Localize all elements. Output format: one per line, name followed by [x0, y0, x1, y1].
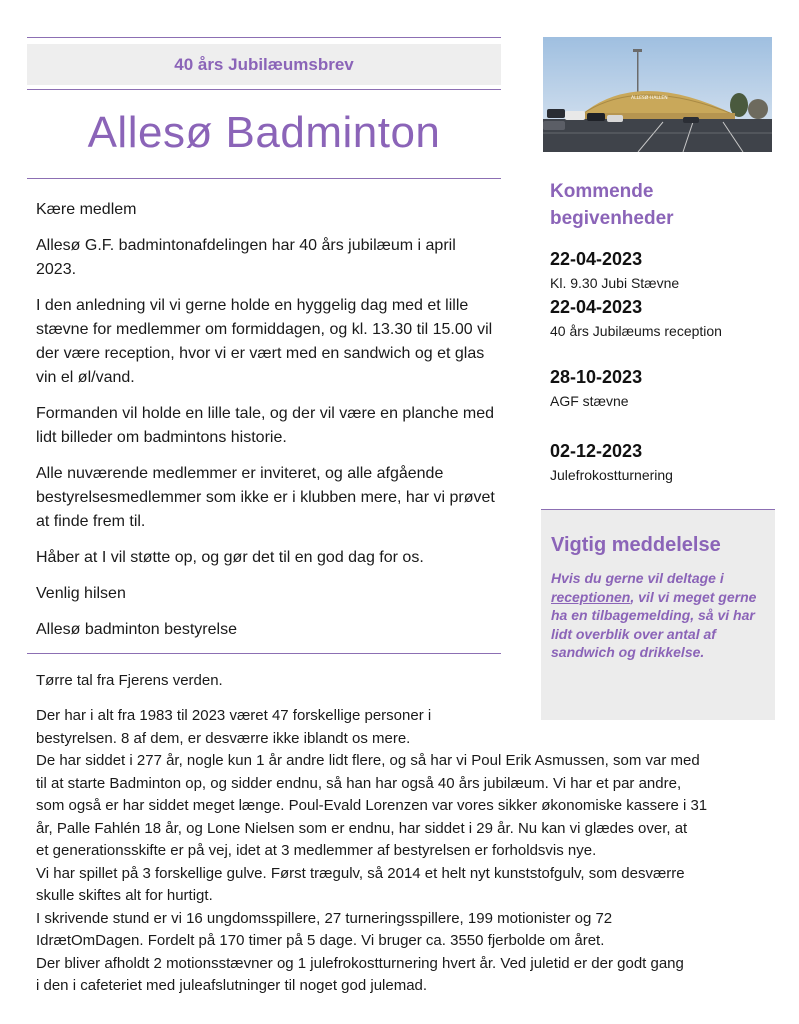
event-date: 28-10-2023 — [550, 367, 643, 387]
facts-line: Vi har spillet på 3 forskellige gulve. Først trægulv, så 2014 et helt nyt kunststofgulv, som desværre — [36, 864, 685, 882]
facts-line: til at starte Badminton op, og sidder endnu, så han har også 40 års jubilæum. Vi har et par andre, — [36, 774, 682, 792]
title-rule — [27, 178, 501, 179]
facts-line: Der har i alt fra 1983 til 2023 været 47 forskellige personer i — [36, 707, 432, 724]
letter-body — [36, 198, 496, 642]
events-heading: Kommende begivenheder — [550, 181, 674, 229]
letter-paragraph-4: Alle nuværende medlemmer er inviteret, og alle afgående bestyrelsesmedlemmer som ikke er i klubben mere, har vi prøvet at finde frem til. — [36, 465, 495, 530]
facts-line: IdrætOmDagen. Fordelt på 170 timer på 5 dage. Vi bruger ca. 3550 fjerbolde om året. — [36, 932, 605, 949]
notice-title: Vigtig meddelelse — [551, 534, 721, 556]
facts-body — [36, 705, 766, 998]
event-description: AGF stævne — [550, 393, 629, 409]
notice-body — [551, 569, 765, 662]
facts-line: Der bliver afholdt 2 motionsstævner og 1 julefrokostturnering hvert år. Ved juletid er der godt gang — [36, 954, 684, 972]
sports-hall-photo — [543, 37, 772, 152]
hall-sign: ALLESØ-HALLEN — [631, 96, 668, 101]
event-description: 40 års Jubilæums reception — [550, 323, 722, 339]
event-date: 22-04-2023 — [550, 249, 643, 269]
letter-paragraph-5: Håber at I vil støtte op, og gør det til en god dag for os. — [36, 549, 424, 566]
facts-line: I skrivende stund er vi 16 ungdomsspillere, 27 turneringsspillere, 199 motionister og 72 — [36, 909, 613, 927]
facts-line: som også er har siddet meget længe. Poul-Evald Lorenzen var vores sikker økonomiske kassere i 31 — [36, 797, 708, 814]
banner — [27, 44, 501, 85]
event-date: 22-04-2023 — [550, 297, 643, 317]
sports-hall-illustration — [543, 37, 772, 152]
letter-signature: Allesø badminton bestyrelse — [36, 621, 237, 638]
notice-text-before: Hvis du gerne vil deltage i — [551, 570, 724, 586]
top-rule — [27, 37, 501, 38]
event-description: Kl. 9.30 Jubi Stævne — [550, 275, 680, 291]
banner-bottom-rule — [27, 89, 501, 90]
letter-paragraph-3: Formanden vil holde en lille tale, og der vil være en planche med lidt billeder om badmintons historie. — [36, 405, 495, 446]
banner-text: 40 års Jubilæumsbrev — [174, 54, 354, 74]
facts-line: bestyrelsen. 8 af dem, er desværre ikke iblandt os mere. — [36, 729, 411, 747]
facts-line: et generationsskifte er på vej, idet at 3 medlemmer af bestyrelsen er forholdsvis nye. — [36, 842, 597, 859]
letter-paragraph-2: I den anledning vil vi gerne holde en hyggelig dag med et lille stævne for medlemmer om formiddagen, og kl. 13.30 til 15.00 vil der være reception, hvor vi er vært med en sandwich og et glas vin el øl/vand. — [36, 297, 493, 386]
letter-paragraph-1: Allesø G.F. badmintonafdelingen har 40 års jubilæum i april 2023. — [36, 237, 456, 278]
notice-text-after: , vil vi meget gerne ha en tilbagemelding, så vi har lidt overblik over antal af sandwich og drikkelse. — [551, 588, 757, 660]
letter-bottom-rule — [27, 653, 501, 654]
notice-panel — [541, 510, 775, 720]
facts-line: år, Palle Fahlén 18 år, og Lone Nielsen som er endnu, har siddet i 29 år. Nu kan vi glædes over, at — [36, 819, 688, 837]
facts-line: i den i cafeteriet med juleafslutninger til noget god julemad. — [36, 977, 428, 994]
facts-intro: Tørre tal fra Fjerens verden. — [36, 672, 223, 689]
facts-line: skulle skiftes alt for hurtigt. — [36, 887, 213, 904]
page-title: Allesø Badminton — [87, 108, 441, 157]
letter-greeting: Kære medlem — [36, 201, 137, 218]
event-description: Julefrokostturnering — [550, 467, 673, 483]
event-date: 02-12-2023 — [550, 441, 643, 461]
reception-link[interactable]: receptionen — [551, 588, 631, 605]
letter-closing: Venlig hilsen — [36, 585, 126, 602]
facts-line: De har siddet i 277 år, nogle kun 1 år andre lidt flere, og så har vi Poul Erik Asmussen, som var med — [36, 752, 700, 769]
